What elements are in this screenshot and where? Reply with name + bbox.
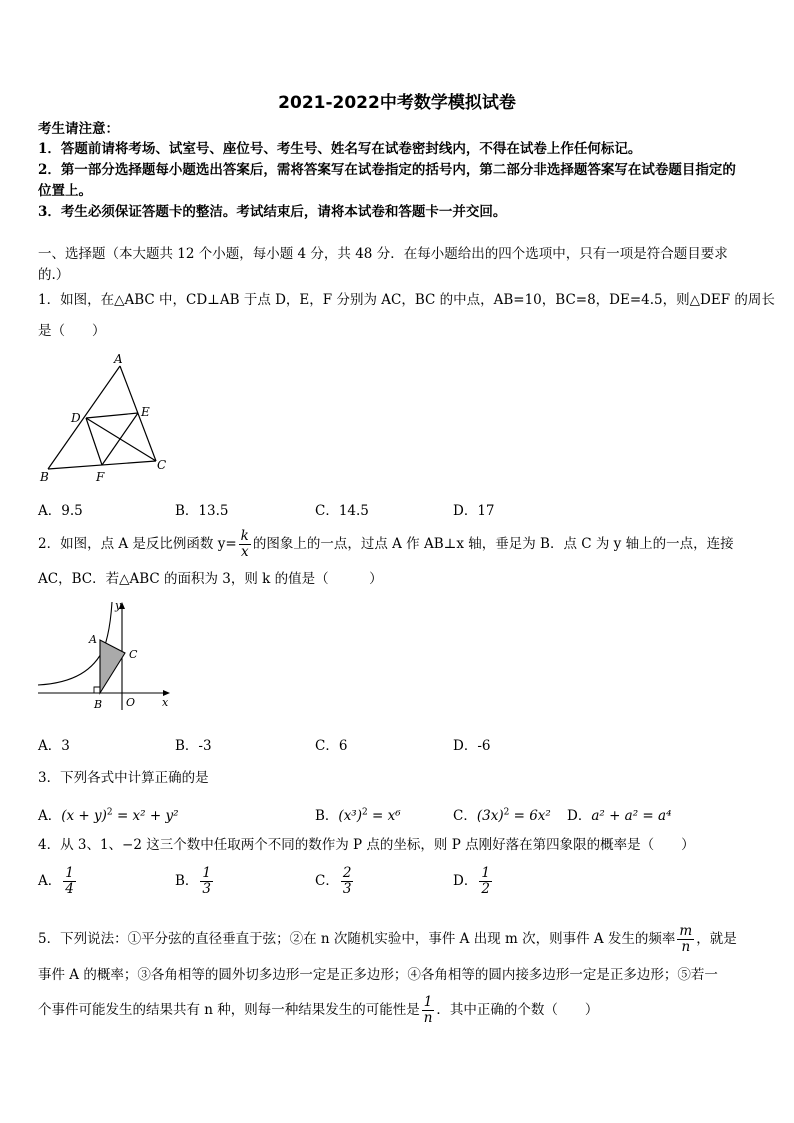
segment-cd: [86, 418, 156, 461]
option-expr: (x³): [338, 808, 362, 824]
label-a: A: [114, 352, 123, 366]
label-b: B: [94, 698, 103, 711]
option-letter: D．: [453, 873, 478, 889]
label-e: E: [141, 405, 150, 419]
option-letter: B．: [175, 873, 199, 889]
option-fraction: [479, 866, 492, 897]
option-exponent: 2: [106, 807, 113, 818]
question-5-fraction-m-n: [677, 924, 694, 955]
right-angle-mark: [94, 687, 100, 693]
option-expr-right: = x⁶: [367, 808, 401, 824]
option-letter: D．: [567, 808, 592, 824]
label-c: C: [129, 648, 138, 661]
segment-de: [86, 413, 138, 418]
question-1-text-cont: 是（ ）: [38, 323, 106, 339]
question-3-option-d: [567, 804, 672, 824]
option-letter: A．: [38, 808, 62, 824]
question-5-line3-pre: 个事件可能发生的结果共有 n 种，则每一种结果发生的可能性是: [38, 1002, 420, 1018]
option-expr: a² + a² = a⁴: [591, 808, 672, 824]
option-letter: B．: [315, 808, 339, 824]
question-1-option-c: C．14.5: [315, 503, 369, 519]
fraction-numerator: 1: [202, 865, 212, 881]
question-3-option-c: [453, 804, 551, 824]
question-5-text-line3: [38, 993, 598, 1027]
question-1-text: 1．如图，在△ABC 中，CD⊥AB 于点 D，E，F 分别为 AC，BC 的中点，AB=10，BC=8，DE=4.5，则△DEF 的周长: [38, 292, 775, 308]
label-b: B: [40, 470, 49, 484]
question-1-option-a: A．9.5: [38, 503, 83, 519]
option-expr: (x + y): [61, 808, 107, 824]
fraction-numerator: 1: [423, 994, 433, 1010]
label-o: O: [126, 696, 136, 709]
segment-fd: [86, 418, 102, 465]
label-x: x: [162, 696, 169, 709]
question-1-option-b: B．13.5: [175, 503, 229, 519]
segment-ef: [102, 413, 138, 465]
question-2-post: 的图象上的一点，过点 A 作 AB⊥x 轴，垂足为 B．点 C 为 y 轴上的一点，连接: [252, 536, 734, 552]
triangle-abc: [100, 640, 125, 693]
notice-item-1: 1．答题前请将考场、试室号、座位号、考生号、姓名写在试卷密封线内，不得在试卷上作任何标记。: [38, 141, 642, 157]
question-5-line1-pre: 5．下列说法：①平分弦的直径垂直于弦；②在 n 次随机实验中，事件 A 出现 m 次，则事件 A 发生的频率: [38, 931, 676, 947]
option-fraction: [200, 866, 213, 897]
question-2-text: [38, 527, 734, 561]
question-2-option-d: D．-6: [453, 738, 491, 754]
notice-item-2-cont: 位置上。: [38, 183, 92, 199]
section-heading-cont: 的.）: [38, 267, 70, 283]
notice-item-2: 2．第一部分选择题每小题选出答案后，需将答案写在试卷指定的括号内，第二部分非选择题答案写在试卷题目指定的: [38, 162, 736, 178]
page-title: 2021-2022中考数学模拟试卷: [278, 93, 516, 113]
option-letter: A．: [38, 873, 62, 889]
question-4-option-a: [38, 866, 78, 897]
section-heading: 一、选择题（本大题共 12 个小题，每小题 4 分，共 48 分．在每小题给出的四个选项中，只有一项是符合题目要求: [38, 246, 728, 262]
question-1-figure: [36, 350, 176, 490]
fraction-denominator: 3: [202, 881, 212, 897]
fraction-denominator: n: [681, 939, 691, 955]
question-2-pre: 2．如图，点 A 是反比例函数 y=: [38, 536, 237, 552]
question-5-line1-post: ，就是: [696, 931, 737, 947]
option-expr-right: = 6x²: [509, 808, 551, 824]
question-5-fraction-1-n: [422, 995, 435, 1026]
question-3-option-a: [38, 804, 179, 824]
option-exponent: 2: [503, 807, 510, 818]
option-fraction: [341, 866, 354, 897]
notice-item-3: 3．考生必须保证答题卡的整洁。考试结束后，请将本试卷和答题卡一并交回。: [38, 204, 507, 220]
notice-heading: 考生请注意：: [38, 121, 119, 137]
question-4-option-c: [315, 866, 355, 897]
option-expr: (3x): [476, 808, 504, 824]
option-letter: C．: [453, 808, 477, 824]
fraction-denominator: 4: [65, 881, 74, 897]
question-2-option-a: A．3: [38, 738, 70, 754]
label-f: F: [96, 470, 105, 484]
question-1-option-d: D．17: [453, 503, 495, 519]
option-fraction: [63, 866, 76, 897]
question-2-text-cont: AC，BC．若△ABC 的面积为 3，则 k 的值是（ ）: [38, 571, 383, 587]
question-2-option-c: C．6: [315, 738, 348, 754]
label-d: D: [71, 411, 81, 425]
question-4-option-d: [453, 866, 494, 897]
question-2-figure: [36, 598, 176, 716]
question-5-text: [38, 922, 737, 956]
fraction-numerator: 1: [65, 865, 74, 881]
option-expr-right: = x² + y²: [112, 808, 179, 824]
fraction-denominator: x: [240, 544, 249, 560]
label-a: A: [89, 633, 97, 646]
option-exponent: 2: [361, 807, 368, 818]
question-5-text-line2: 事件 A 的概率；③各角相等的圆外切多边形一定是正多边形；④各角相等的圆内接多边形一定是正多边形；⑤若一: [38, 967, 718, 983]
fraction-denominator: 2: [481, 881, 490, 897]
fraction-numerator: m: [679, 923, 693, 939]
question-2-fraction: [239, 529, 251, 560]
question-4-option-b: [175, 866, 215, 897]
fraction-denominator: n: [423, 1010, 433, 1026]
question-3-text: 3．下列各式中计算正确的是: [38, 770, 209, 786]
question-5-line3-post: ．其中正确的个数（ ）: [436, 1002, 599, 1018]
fraction-numerator: 2: [342, 865, 352, 881]
label-y: y: [115, 599, 122, 612]
fraction-numerator: 1: [481, 865, 490, 881]
question-2-option-b: B．-3: [175, 738, 212, 754]
question-4-text: 4．从 3、1、−2 这三个数中任取两个不同的数作为 P 点的坐标，则 P 点刚好落在第四象限的概率是（ ）: [38, 837, 695, 853]
fraction-denominator: 3: [342, 881, 352, 897]
label-c: C: [157, 458, 167, 472]
fraction-numerator: k: [240, 528, 249, 544]
option-letter: C．: [315, 873, 339, 889]
question-3-option-b: [315, 804, 401, 824]
